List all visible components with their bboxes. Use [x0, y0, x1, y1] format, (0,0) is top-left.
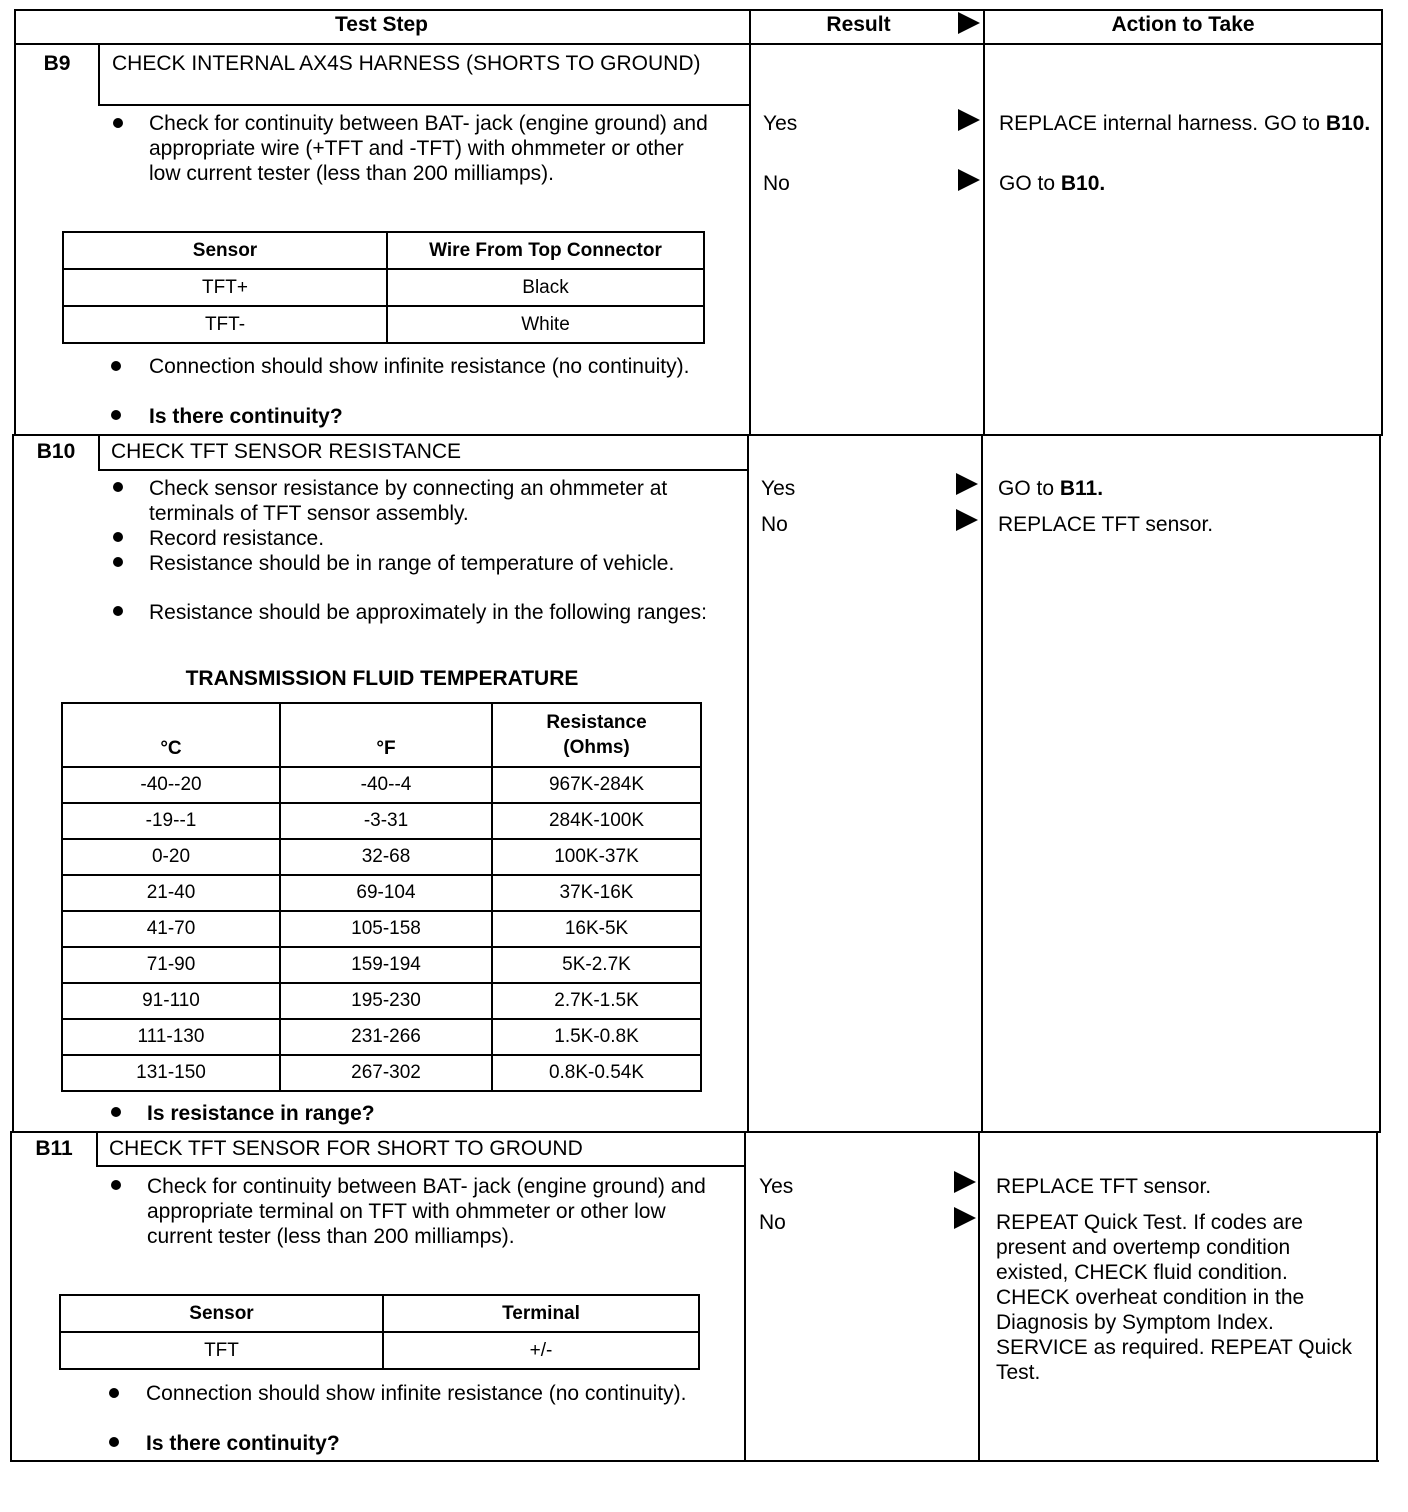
- bullet-icon: [113, 606, 123, 616]
- table-bottom-border: [10, 1460, 1379, 1462]
- table-top-border: [14, 9, 1383, 11]
- header-action: Action to Take: [1111, 13, 1255, 36]
- action-column-divider: [981, 434, 983, 1133]
- bullet-icon: [113, 482, 123, 492]
- result-column-divider: [744, 1131, 746, 1462]
- table-cell: 16K-5K: [492, 911, 701, 947]
- b11-title-bottom: [96, 1165, 745, 1167]
- table-header: °F: [280, 703, 492, 767]
- table-cell: 21-40: [62, 875, 280, 911]
- step-title: CHECK TFT SENSOR FOR SHORT TO GROUND: [109, 1137, 583, 1160]
- table-header: Terminal: [383, 1295, 699, 1332]
- bullet-icon: [111, 410, 121, 420]
- left-border: [10, 1131, 12, 1462]
- terminal-table: [59, 1294, 700, 1370]
- arrow-icon: [954, 1207, 976, 1229]
- action-text: REPEAT Quick Test. If codes are present and overtemp condition existed, CHECK fluid condition. CHECK overheat condition in the Diagnosis by Symptom Index. SERVICE as required. REPEAT Quick Test.: [996, 1211, 1352, 1384]
- table-cell: White: [387, 306, 704, 343]
- result-no: No: [763, 172, 790, 195]
- step-instruction: Connection should show infinite resistance (no continuity).: [146, 1382, 687, 1405]
- table-cell: +/-: [383, 1332, 699, 1369]
- step-instruction: Check sensor resistance by connecting an ohmmeter at terminals of TFT sensor assembly.: [149, 477, 668, 525]
- table-cell: -3-31: [280, 803, 492, 839]
- table-cell: TFT: [60, 1332, 383, 1369]
- action-text: REPLACE TFT sensor.: [998, 513, 1214, 536]
- bullet-icon: [111, 1107, 121, 1117]
- table-cell: 131-150: [62, 1055, 280, 1091]
- step-id: B10: [36, 440, 76, 463]
- b10-id-divider: [98, 434, 100, 471]
- table-cell: 159-194: [280, 947, 492, 983]
- step-id: B9: [43, 52, 71, 75]
- action-text: REPLACE internal harness. GO to B10.: [999, 112, 1371, 135]
- left-border: [12, 434, 14, 1133]
- bullet-icon: [109, 1388, 119, 1398]
- table-cell: -40--20: [62, 767, 280, 803]
- header-arrow-icon: [958, 12, 980, 34]
- arrow-icon: [954, 1171, 976, 1193]
- table-cell: 0.8K-0.54K: [492, 1055, 701, 1091]
- header-result: Result: [826, 13, 891, 36]
- step-instruction: Resistance should be in range of temperature of vehicle.: [149, 552, 675, 575]
- right-border: [1376, 1131, 1378, 1462]
- wire-table: [62, 231, 705, 344]
- table-cell: 37K-16K: [492, 875, 701, 911]
- right-border: [1381, 9, 1383, 436]
- action-text: REPLACE TFT sensor.: [996, 1175, 1212, 1198]
- table-cell: 105-158: [280, 911, 492, 947]
- table-cell: 967K-284K: [492, 767, 701, 803]
- step-instruction: Connection should show infinite resistance (no continuity).: [149, 355, 690, 378]
- step-title: CHECK INTERNAL AX4S HARNESS (SHORTS TO GROUND): [112, 52, 701, 75]
- table-cell: 91-110: [62, 983, 280, 1019]
- action-column-divider: [978, 1131, 980, 1462]
- action-text: GO to B11.: [998, 477, 1104, 500]
- step-instruction: Check for continuity between BAT- jack (engine ground) and appropriate wire (+TFT and -TFT) with ohmmeter or other low current tester (less than 200 milliamps).: [149, 112, 708, 185]
- table-cell: 69-104: [280, 875, 492, 911]
- step-instruction: Record resistance.: [149, 527, 325, 550]
- table-header: °C: [62, 703, 280, 767]
- result-no: No: [761, 513, 788, 536]
- table-header: Resistance (Ohms): [492, 703, 701, 767]
- arrow-icon: [958, 109, 980, 131]
- result-yes: Yes: [759, 1175, 794, 1198]
- b11-id-divider: [96, 1131, 98, 1167]
- table-cell: 267-302: [280, 1055, 492, 1091]
- table-cell: 5K-2.7K: [492, 947, 701, 983]
- table-header: Wire From Top Connector: [387, 232, 704, 269]
- arrow-icon: [956, 473, 978, 495]
- table-cell: 0-20: [62, 839, 280, 875]
- bullet-icon: [113, 118, 123, 128]
- header-test-step: Test Step: [335, 13, 428, 36]
- table-header: Sensor: [60, 1295, 383, 1332]
- table-cell: 71-90: [62, 947, 280, 983]
- table-cell: 195-230: [280, 983, 492, 1019]
- b9-title-bottom: [98, 104, 750, 106]
- table-cell: Black: [387, 269, 704, 306]
- table-cell: 231-266: [280, 1019, 492, 1055]
- bullet-icon: [109, 1437, 119, 1447]
- table-cell: -19--1: [62, 803, 280, 839]
- table-cell: 100K-37K: [492, 839, 701, 875]
- bullet-icon: [111, 1180, 121, 1190]
- step-question: Is resistance in range?: [147, 1102, 375, 1125]
- table-cell: 111-130: [62, 1019, 280, 1055]
- arrow-icon: [956, 509, 978, 531]
- step-title: CHECK TFT SENSOR RESISTANCE: [111, 440, 462, 463]
- result-yes: Yes: [763, 112, 798, 135]
- action-column-divider: [983, 9, 985, 436]
- result-no: No: [759, 1211, 786, 1234]
- b9-bottom-border: [14, 434, 1383, 436]
- b10-bottom-border: [12, 1131, 1381, 1133]
- b9-id-divider: [98, 43, 100, 106]
- step-instruction: Check for continuity between BAT- jack (engine ground) and appropriate terminal on TFT with ohmmeter or other low current tester (less than 200 milliamps).: [147, 1175, 706, 1248]
- table-cell: -40--4: [280, 767, 492, 803]
- bullet-icon: [113, 557, 123, 567]
- result-column-divider: [749, 9, 751, 436]
- header-bottom-border: [14, 43, 1383, 45]
- result-column-divider: [747, 434, 749, 1133]
- step-question: Is there continuity?: [149, 405, 343, 428]
- right-border: [1379, 434, 1381, 1133]
- table-header: Sensor: [63, 232, 387, 269]
- bullet-icon: [113, 532, 123, 542]
- b10-title-bottom: [98, 469, 748, 471]
- result-yes: Yes: [761, 477, 796, 500]
- bullet-icon: [111, 361, 121, 371]
- table-cell: 2.7K-1.5K: [492, 983, 701, 1019]
- action-text: GO to B10.: [999, 172, 1106, 195]
- table-cell: TFT+: [63, 269, 387, 306]
- table-cell: 41-70: [62, 911, 280, 947]
- step-instruction: Resistance should be approximately in the following ranges:: [149, 601, 707, 624]
- arrow-icon: [958, 169, 980, 191]
- step-id: B11: [35, 1137, 73, 1160]
- table-cell: 1.5K-0.8K: [492, 1019, 701, 1055]
- resistance-table: [61, 702, 702, 1092]
- table-cell: 284K-100K: [492, 803, 701, 839]
- table-title: TRANSMISSION FLUID TEMPERATURE: [185, 667, 579, 690]
- step-question: Is there continuity?: [146, 1432, 340, 1455]
- table-cell: 32-68: [280, 839, 492, 875]
- table-cell: TFT-: [63, 306, 387, 343]
